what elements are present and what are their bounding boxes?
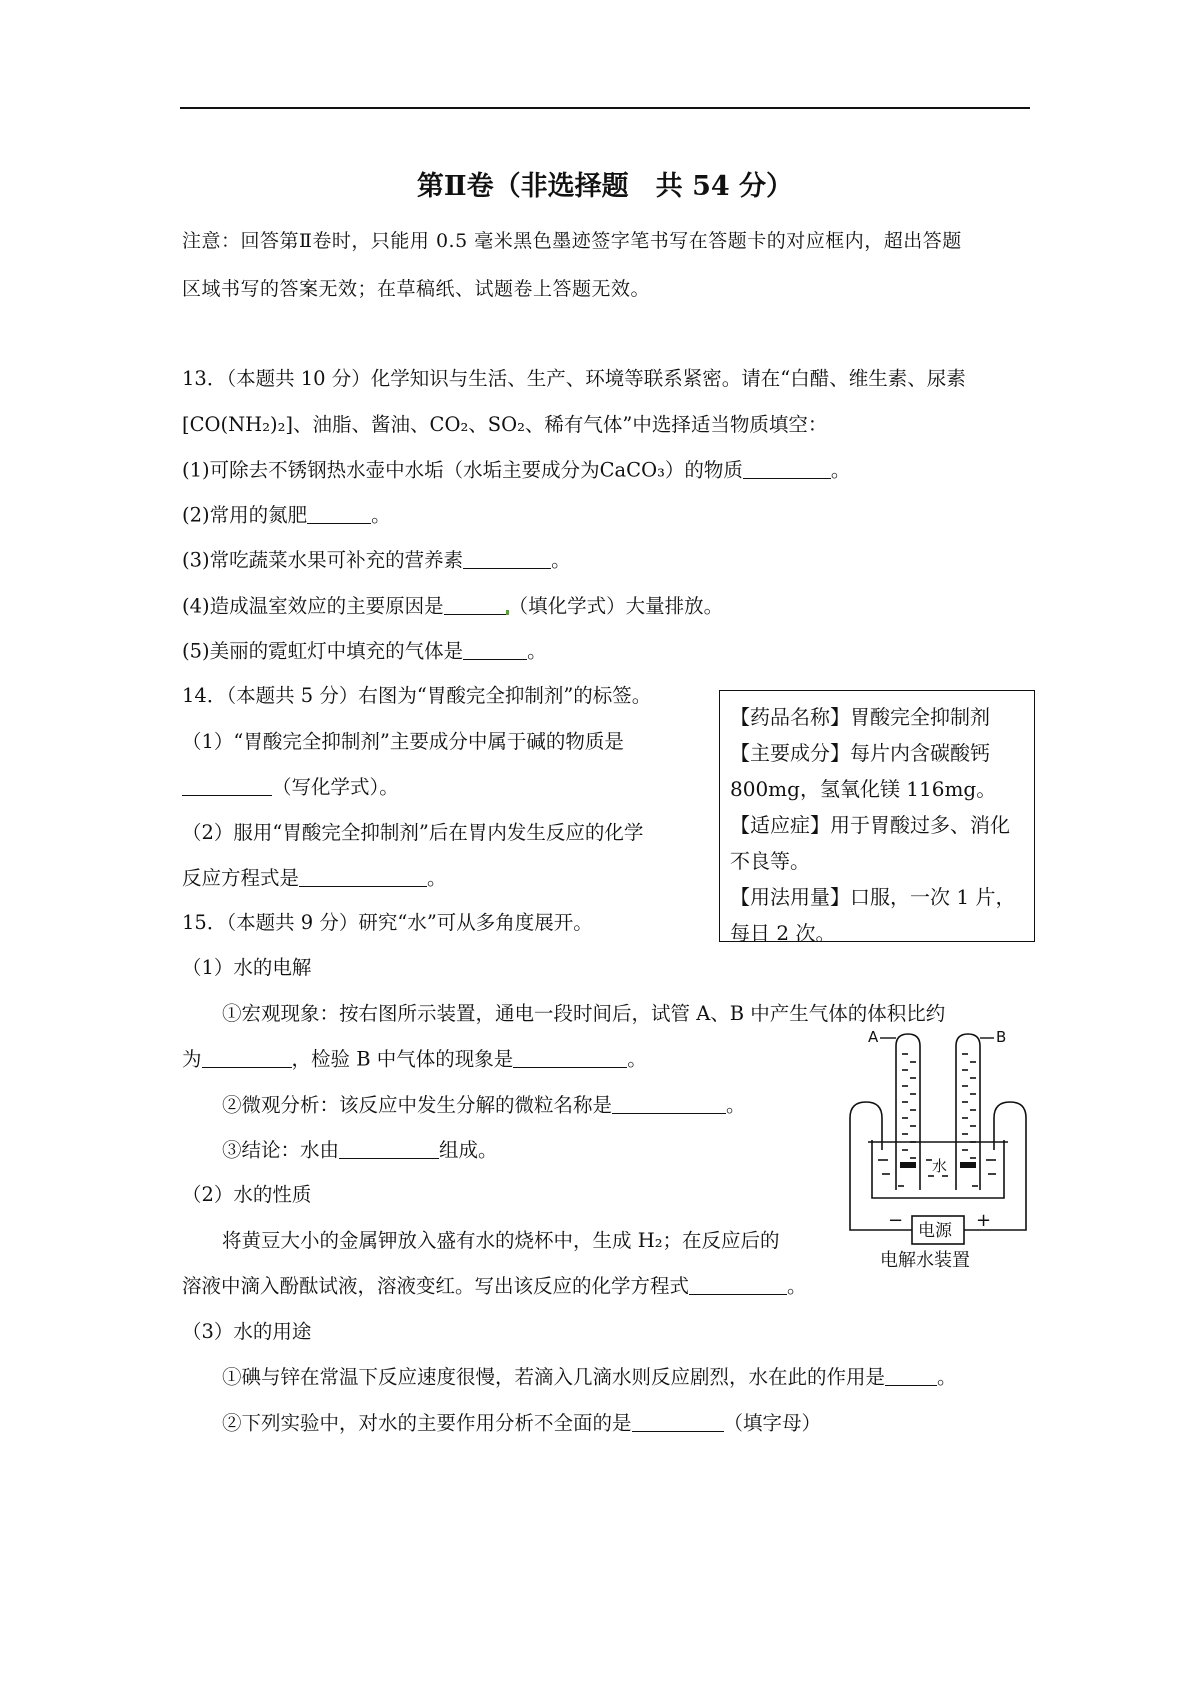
q13-item-4-text: (4)造成温室效应的主要原因是 (182, 594, 444, 618)
label-line: 【适应症】用于胃酸过多、消化 (730, 813, 1010, 837)
label-line: 【用法用量】口服，一次 1 片， (730, 885, 1016, 909)
answer-blank[interactable] (885, 1365, 937, 1386)
q15-3-2-suffix: （填字母） (723, 1411, 822, 1435)
q15-section-1: （1）水的电解 (182, 956, 312, 979)
positive-terminal: + (976, 1210, 992, 1231)
q14-item-1-suffix: （写化学式）。 (272, 775, 399, 799)
q13-item-2-text: (2)常用的氮肥 (182, 503, 308, 527)
q15-3-1 (222, 1365, 957, 1390)
q13-item-4 (182, 594, 723, 619)
q13-item-5-text: (5)美丽的霓虹灯中填充的气体是 (182, 639, 464, 663)
water-label: 水 (932, 1157, 948, 1175)
punctuation: 。 (427, 866, 447, 890)
left-wire (850, 1102, 882, 1220)
power-label: 电源 (918, 1221, 952, 1241)
label-line: 【主要成分】每片内含碳酸钙 (730, 741, 990, 765)
q15-1-1-text-b: ，检验 B 中气体的现象是 (291, 1047, 514, 1071)
punctuation: 。 (830, 458, 851, 482)
answer-blank[interactable] (182, 775, 272, 796)
q13-item-1-text: (1)可除去不锈钢热水壶中水垢（水垢主要成分为CaCO₃）的物质 (182, 458, 743, 482)
q15-1-1-line-1: ①宏观现象：按右图所示装置，通电一段时间后，试管 A、B 中产生气体的体积比约 (222, 1002, 946, 1025)
electrolysis-apparatus-diagram (838, 1030, 1038, 1270)
q15-intro: 15．（本题共 9 分）研究“水”可从多角度展开。 (182, 911, 593, 934)
label-line: 【药品名称】胃酸完全抑制剂 (730, 705, 990, 729)
q15-3-1-text: ①碘与锌在常温下反应速度很慢，若滴入几滴水则反应剧烈，水在此的作用是 (222, 1365, 886, 1389)
answer-blank[interactable] (463, 639, 527, 660)
answer-blank[interactable] (513, 1047, 627, 1068)
q14-item-1-answer (182, 775, 399, 800)
q15-3-2-text: ②下列实验中，对水的主要作用分析不全面的是 (222, 1411, 632, 1435)
punctuation: 。 (371, 503, 391, 527)
q15-3-2 (222, 1411, 821, 1436)
answer-blank[interactable] (612, 1093, 726, 1114)
q14-item-1: （1）“胃酸完全抑制剂”主要成分中属于碱的物质是 (182, 730, 624, 753)
q15-2-text: 溶液中滴入酚酞试液，溶液变红。写出该反应的化学方程式 (182, 1274, 690, 1298)
answer-blank[interactable] (444, 594, 506, 615)
tube-label-a: A (868, 1030, 879, 1046)
q15-2-line-1: 将黄豆大小的金属钾放入盛有水的烧杯中，生成 H₂；在反应后的 (222, 1229, 780, 1252)
q15-1-3-text: ③结论：水由 (222, 1138, 340, 1162)
q15-1-3 (222, 1138, 498, 1163)
answer-blank[interactable] (339, 1138, 439, 1159)
apparatus-caption: 电解水装置 (880, 1250, 970, 1271)
punctuation: 。 (527, 639, 547, 663)
q15-1-3-suffix: 组成。 (439, 1138, 498, 1162)
q13-intro-1: 13．（本题共 10 分）化学知识与生活、生产、环境等联系紧密。请在“白醋、维生素、尿素 (182, 367, 966, 390)
answer-blank[interactable] (202, 1047, 292, 1068)
tube-label-b: B (996, 1030, 1007, 1046)
label-line: 800mg，氢氧化镁 116mg。 (730, 777, 997, 801)
section-title: 第Ⅱ卷（非选择题 共 54 分） (416, 171, 794, 202)
top-rule (180, 107, 1030, 109)
q15-2-line-2 (182, 1274, 807, 1299)
electrode-a (900, 1162, 916, 1168)
q14-item-2-text: 反应方程式是 (182, 866, 300, 890)
punctuation: 。 (937, 1365, 957, 1389)
answer-blank[interactable] (689, 1274, 787, 1295)
punctuation: 。 (551, 548, 571, 572)
q15-1-1-text-a: 为 (182, 1047, 202, 1071)
notice-line-2: 区域书写的答案无效；在草稿纸、试题卷上答题无效。 (182, 278, 651, 300)
answer-blank[interactable] (743, 458, 831, 479)
label-line: 每日 2 次。 (730, 921, 836, 945)
notice-line-1: 注意：回答第Ⅱ卷时，只能用 0.5 毫米黑色墨迹签字笔书写在答题卡的对应框内，超出答题 (182, 230, 962, 252)
q13-item-5 (182, 639, 547, 664)
q13-item-3 (182, 548, 571, 573)
label-line: 不良等。 (730, 849, 810, 873)
answer-blank[interactable] (299, 866, 427, 887)
punctuation: 。 (726, 1093, 746, 1117)
punctuation: 。 (627, 1047, 647, 1071)
q15-1-2 (222, 1093, 746, 1118)
q13-item-4-suffix: （填化学式）大量排放。 (508, 594, 724, 618)
answer-blank[interactable] (463, 548, 551, 569)
q15-section-2: （2）水的性质 (182, 1183, 312, 1206)
q14-intro: 14．（本题共 5 分）右图为“胃酸完全抑制剂”的标签。 (182, 684, 652, 707)
electrode-b (960, 1162, 976, 1168)
q13-item-2 (182, 503, 391, 528)
q13-item-3-text: (3)常吃蔬菜水果可补充的营养素 (182, 548, 464, 572)
q13-intro-2: [CO(NH₂)₂]、油脂、酱油、CO₂、SO₂、稀有气体”中选择适当物质填空： (182, 413, 828, 436)
answer-blank[interactable] (307, 503, 371, 524)
q15-1-2-text: ②微观分析：该反应中发生分解的微粒名称是 (222, 1093, 613, 1117)
negative-terminal: − (888, 1210, 904, 1231)
medicine-label (719, 690, 1035, 945)
q15-1-1-line-2 (182, 1047, 647, 1072)
punctuation: 。 (787, 1274, 807, 1298)
q13-item-1 (182, 458, 850, 483)
q14-item-2: （2）服用“胃酸完全抑制剂”后在胃内发生反应的化学 (182, 821, 644, 844)
answer-blank[interactable] (632, 1411, 724, 1432)
q15-section-3: （3）水的用途 (182, 1320, 312, 1343)
right-wire (994, 1102, 1026, 1220)
q14-item-2-answer (182, 866, 447, 891)
